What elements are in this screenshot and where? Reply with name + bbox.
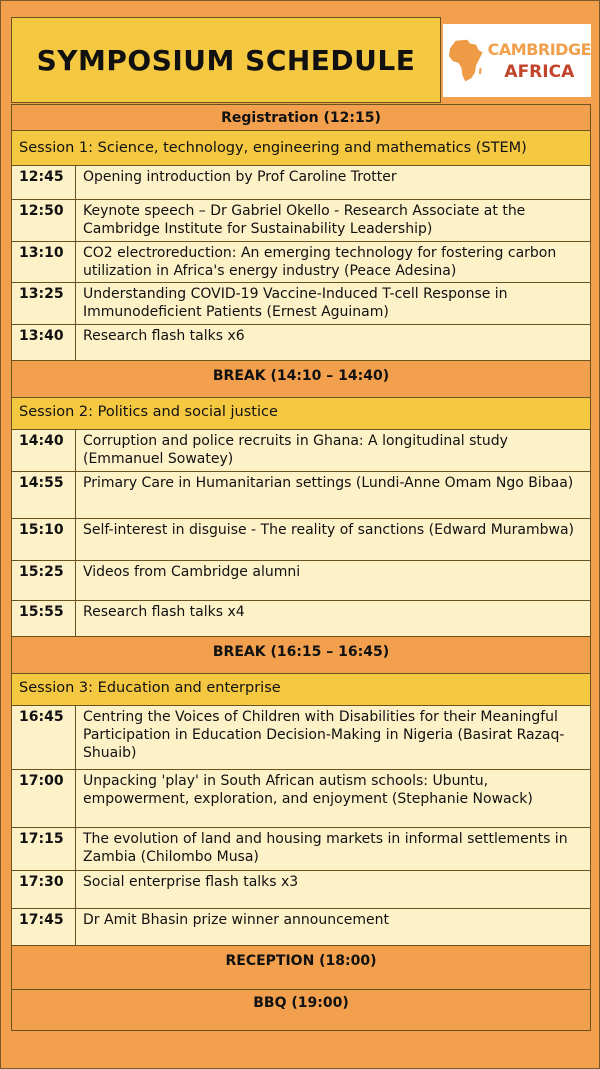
- item-time: 17:00: [12, 770, 76, 827]
- session-title: Session 1: Science, technology, engineering and mathematics (STEM): [19, 140, 527, 156]
- item-description: Research flash talks x6: [83, 328, 245, 344]
- item-description: Social enterprise flash talks x3: [83, 874, 299, 890]
- schedule-item: [12, 706, 590, 770]
- schedule-item: [12, 519, 590, 561]
- schedule-item: [12, 828, 590, 871]
- item-description: Videos from Cambridge alumni: [83, 564, 301, 580]
- schedule-item: [12, 166, 590, 200]
- item-description: Corruption and police recruits in Ghana: A longitudinal study (Emmanuel Sowatey): [83, 433, 508, 467]
- item-description: Keynote speech – Dr Gabriel Okello - Research Associate at the Cambridge Institute for Sustainability Leadership): [83, 203, 526, 237]
- item-description: CO2 electroreduction: An emerging technology for fostering carbon utilization in Africa's energy industry (Peace Adesina): [83, 245, 557, 279]
- session-title: Session 3: Education and enterprise: [19, 680, 281, 696]
- schedule-item: [12, 561, 590, 601]
- item-description: Self-interest in disguise - The reality of sanctions (Edward Murambwa): [83, 522, 575, 538]
- break-label: BREAK (14:10 – 14:40): [212, 368, 390, 384]
- bbq-label: BBQ (19:00): [253, 995, 349, 1011]
- schedule-item: [12, 325, 590, 361]
- item-time: 14:40: [12, 430, 76, 471]
- item-time: 13:10: [12, 242, 76, 282]
- item-time: 12:50: [12, 200, 76, 241]
- reception-row: [12, 946, 590, 990]
- item-description: Research flash talks x4: [83, 604, 245, 620]
- title-banner: [11, 17, 441, 103]
- schedule-item: [12, 871, 590, 909]
- schedule-item: [12, 242, 590, 283]
- item-time: 15:25: [12, 561, 76, 600]
- page-title: SYMPOSIUM SCHEDULE: [36, 43, 416, 77]
- item-description: Primary Care in Humanitarian settings (Lundi-Anne Omam Ngo Bibaa): [83, 475, 574, 491]
- item-time: 13:25: [12, 283, 76, 324]
- item-time: 16:45: [12, 706, 76, 769]
- session-header: [12, 398, 590, 430]
- africa-map-icon: [447, 38, 484, 84]
- reception-label: RECEPTION (18:00): [225, 953, 377, 969]
- item-time: 17:30: [12, 871, 76, 908]
- item-description: Opening introduction by Prof Caroline Trotter: [83, 169, 397, 185]
- schedule-item: [12, 200, 590, 242]
- schedule-item: [12, 430, 590, 472]
- registration-label: Registration (12:15): [221, 110, 381, 126]
- break-label: BREAK (16:15 – 16:45): [212, 644, 390, 660]
- item-time: 17:45: [12, 909, 76, 945]
- break-row: [12, 361, 590, 398]
- schedule-item: [12, 909, 590, 946]
- schedule-item: [12, 283, 590, 325]
- session-title: Session 2: Politics and social justice: [19, 404, 278, 420]
- schedule-table: [11, 104, 591, 1031]
- bbq-row: [12, 990, 590, 1030]
- item-time: 17:15: [12, 828, 76, 870]
- session-header: [12, 674, 590, 706]
- item-time: 13:40: [12, 325, 76, 360]
- item-description: Centring the Voices of Children with Disabilities for their Meaningful Participation in Education Decision-Making in Nigeria (Basirat Razaq-Shuaib): [83, 709, 565, 761]
- registration-row: [12, 105, 590, 131]
- item-description: The evolution of land and housing markets in informal settlements in Zambia (Chilombo Musa): [83, 831, 568, 865]
- item-description: Dr Amit Bhasin prize winner announcement: [83, 912, 390, 928]
- item-time: 12:45: [12, 166, 76, 199]
- item-description: Unpacking 'play' in South African autism schools: Ubuntu, empowerment, exploration, and enjoyment (Stephanie Nowack): [83, 773, 533, 807]
- schedule-item: [12, 770, 590, 828]
- session-header: [12, 131, 590, 166]
- item-time: 14:55: [12, 472, 76, 518]
- cambridge-africa-logo: [443, 24, 591, 97]
- schedule-item: [12, 601, 590, 637]
- logo-line-cambridge: CAMBRIDGE: [487, 39, 591, 59]
- item-time: 15:55: [12, 601, 76, 636]
- logo-line-africa: AFRICA: [504, 61, 575, 82]
- schedule-item: [12, 472, 590, 519]
- item-description: Understanding COVID-19 Vaccine-Induced T-cell Response in Immunodeficient Patients (Ernest Aguinam): [83, 286, 508, 320]
- item-time: 15:10: [12, 519, 76, 560]
- break-row: [12, 637, 590, 674]
